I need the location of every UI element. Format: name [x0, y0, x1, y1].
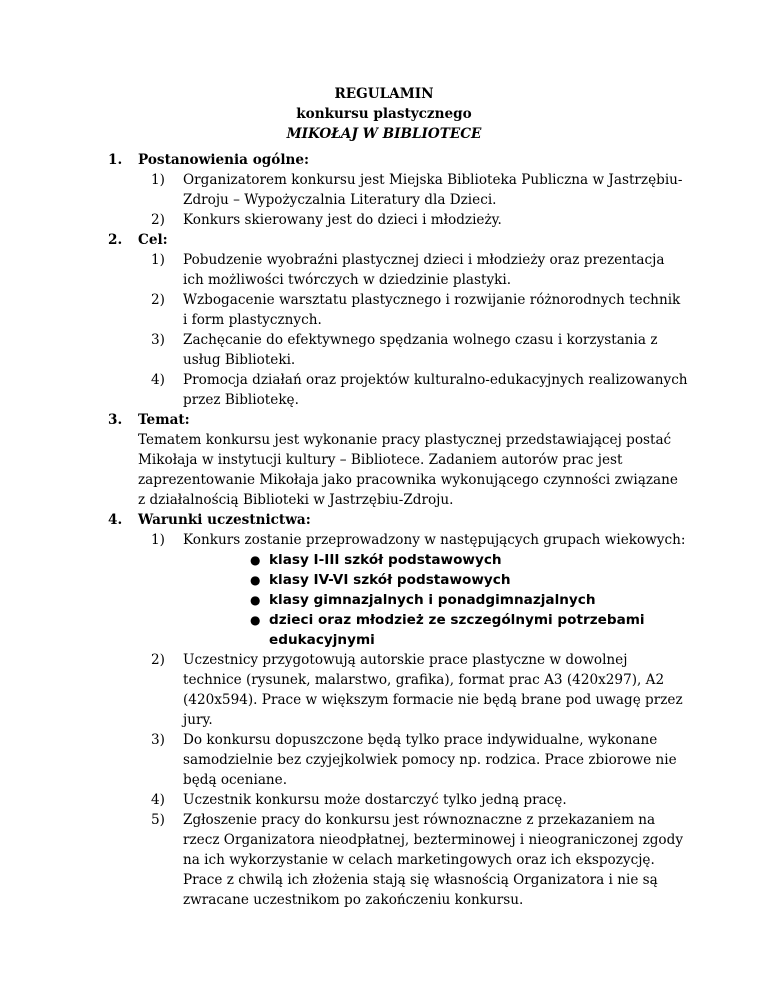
section-number: 4. — [108, 512, 123, 528]
item-number: 3) — [151, 732, 165, 748]
list-item — [108, 210, 688, 230]
bullet-item — [250, 550, 688, 570]
document-header — [0, 84, 768, 144]
list-item — [108, 330, 688, 370]
bullet-text: klasy I-III szkół podstawowych — [269, 552, 502, 568]
list-item — [108, 650, 688, 730]
document-title: REGULAMIN — [334, 86, 434, 102]
bullet-text: dzieci oraz młodzież ze szczególnymi potrzebami edukacyjnymi — [269, 612, 645, 648]
list-item — [108, 170, 688, 210]
section-general-provisions — [108, 150, 688, 230]
item-number: 1) — [151, 252, 165, 268]
item-text: Promocja działań oraz projektów kulturalno-edukacyjnych realizowanych przez Bibliotekę. — [183, 372, 688, 408]
section-number: 3. — [108, 412, 123, 428]
section-heading — [108, 150, 688, 170]
item-text: Zachęcanie do efektywnego spędzania wolnego czasu i korzystania z usług Biblioteki. — [183, 332, 658, 368]
item-number: 1) — [151, 172, 165, 188]
list-item — [108, 790, 688, 810]
item-text: Konkurs zostanie przeprowadzony w następujących grupach wiekowych: — [183, 532, 686, 548]
section-title: Postanowienia ogólne: — [138, 152, 310, 168]
item-number: 2) — [151, 292, 165, 308]
document-body — [108, 150, 688, 910]
section-number: 1. — [108, 152, 123, 168]
item-text: Konkurs skierowany jest do dzieci i młodzieży. — [183, 212, 502, 228]
list-item — [108, 730, 688, 790]
item-text: Wzbogacenie warsztatu plastycznego i rozwijanie różnorodnych technik i form plastycznych. — [183, 292, 681, 328]
list-item — [108, 810, 688, 910]
bullet-icon: ● — [250, 613, 261, 627]
section-heading — [108, 510, 688, 530]
item-number: 3) — [151, 332, 165, 348]
bullet-icon: ● — [250, 573, 261, 587]
section-title: Temat: — [138, 412, 190, 428]
list-item — [108, 530, 688, 550]
bullet-icon: ● — [250, 553, 261, 567]
bullet-icon: ● — [250, 593, 261, 607]
item-text: Pobudzenie wyobraźni plastycznej dzieci i młodzieży oraz prezentacja ich możliwości twórczych w dziedzinie plastyki. — [183, 252, 665, 288]
item-number: 2) — [151, 652, 165, 668]
item-text: Zgłoszenie pracy do konkursu jest równoznaczne z przekazaniem na rzecz Organizatora nieodpłatnej, bezterminowej i nieograniczonej zgody na ich wykorzystanie w celach marketingowych oraz ich ekspozycję. Prace z chwilą ich złożenia stają się własnością Organizatora i nie są zwracane uczestnikom po zakończeniu konkursu. — [183, 812, 683, 908]
document-subtitle: konkursu plastycznego — [296, 106, 472, 122]
list-item — [108, 370, 688, 410]
bullet-item — [250, 570, 688, 590]
item-number: 5) — [151, 812, 165, 828]
bullet-item — [250, 610, 688, 650]
section-heading — [108, 230, 688, 250]
item-text: Organizatorem konkursu jest Miejska Biblioteka Publiczna w Jastrzębiu-Zdroju – Wypożyczalnia Literatury dla Dzieci. — [183, 172, 683, 208]
bullet-text: klasy IV-VI szkół podstawowych — [269, 572, 511, 588]
section-paragraph: Tematem konkursu jest wykonanie pracy plastycznej przedstawiającej postać Mikołaja w instytucji kultury – Bibliotece. Zadaniem autorów prac jest zaprezentowanie Mikołaja jako pracownika wykonującego czynności związane z działalnością Biblioteki w Jastrzębiu-Zdroju. — [138, 432, 678, 508]
list-item — [108, 250, 688, 290]
section-goal — [108, 230, 688, 410]
section-number: 2. — [108, 232, 123, 248]
item-number: 4) — [151, 792, 165, 808]
item-text: Uczestnik konkursu może dostarczyć tylko jedną pracę. — [183, 792, 567, 808]
section-title: Cel: — [138, 232, 168, 248]
section-topic — [108, 410, 688, 510]
bullet-item — [250, 590, 688, 610]
list-item — [108, 290, 688, 330]
item-number: 4) — [151, 372, 165, 388]
section-participation-conditions — [108, 510, 688, 910]
item-text: Do konkursu dopuszczone będą tylko prace indywidualne, wykonane samodzielnie bez czyjejkolwiek pomocy np. rodzica. Prace zbiorowe nie będą oceniane. — [183, 732, 677, 788]
item-number: 2) — [151, 212, 165, 228]
bullet-text: klasy gimnazjalnych i ponadgimnazjalnych — [269, 592, 596, 608]
age-group-list — [108, 550, 688, 650]
item-number: 1) — [151, 532, 165, 548]
section-heading — [108, 410, 688, 430]
contest-name: MIKOŁAJ W BIBLIOTECE — [286, 126, 482, 142]
item-text: Uczestnicy przygotowują autorskie prace plastyczne w dowolnej technice (rysunek, malarstwo, grafika), format prac A3 (420x297), A2 (420x594). Prace w większym formacie nie będą brane pod uwagę przez jury. — [183, 652, 683, 728]
section-title: Warunki uczestnictwa: — [138, 512, 311, 528]
